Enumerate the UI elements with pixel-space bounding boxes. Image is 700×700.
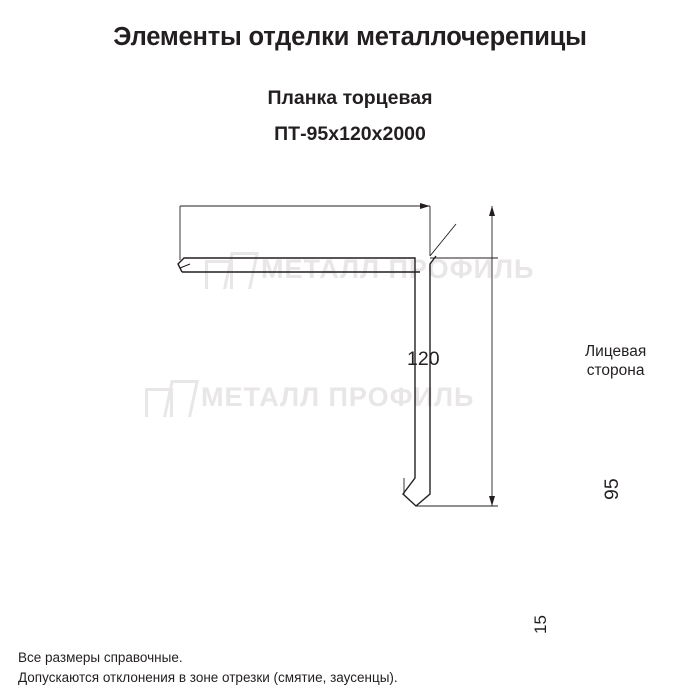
callout-line-2: сторона [586,362,645,379]
product-code: ПТ-95х120х2000 [274,123,426,145]
dimension-label-15: 15 [531,615,550,634]
product-name: Планка торцевая [267,87,433,109]
watermark-text: МЕТАЛЛ ПРОФИЛЬ [201,381,475,412]
footer-notes [18,648,398,688]
arrow-120-right [420,203,430,209]
footer-line-1: Все размеры справочные. [18,650,183,665]
profile-outline [178,256,436,506]
dimension-label-95: 95 [601,478,623,500]
callout-front-side [585,342,646,380]
technical-drawing [120,160,647,634]
dimension-label-120: 120 [407,348,440,370]
page-title: Элементы отделки металлочерепицы [113,23,587,51]
profile-hem-detail [180,264,190,268]
arrow-95-top [489,206,495,216]
arrow-95-bottom [489,496,495,506]
watermark-text: МЕТАЛЛ ПРОФИЛЬ [261,253,535,284]
callout-leader [430,224,456,256]
footer-line-2: Допускаются отклонения в зоне отрезки (смятие, заусенцы). [18,670,398,685]
drawing-svg [120,160,580,560]
callout-line-1: Лицевая [585,343,647,360]
